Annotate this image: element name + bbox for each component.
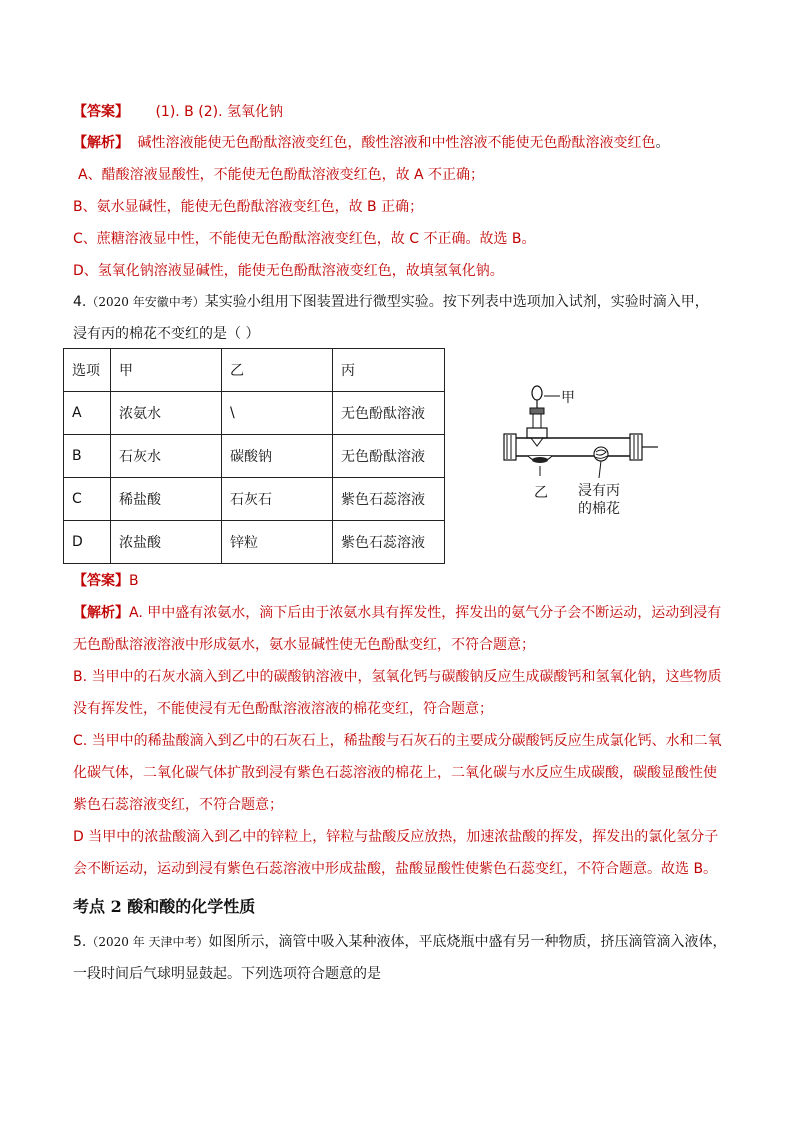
table-header-cell: 甲	[111, 349, 222, 392]
table-header-cell: 乙	[222, 349, 333, 392]
analysis-text: A. 甲中盛有浓氨水，滴下后由于浓氨水具有挥发性，挥发出的氨气分子会不断运动，运动到浸有	[129, 605, 722, 621]
table-cell: C	[64, 478, 111, 521]
table-header-cell: 选项	[64, 349, 111, 392]
tube-stopper	[527, 428, 547, 438]
reagent-yi	[532, 457, 548, 463]
analysis-4-line-5: C. 当甲中的稀盐酸滴入到乙中的石灰石上，稀盐酸与石灰石的主要成分碳酸钙反应生成氯化钙、水和二氧	[73, 733, 722, 749]
stopper-funnel	[531, 438, 543, 446]
table-cell: 紫色石蕊溶液	[333, 521, 445, 564]
question-stem: 某实验小组用下图装置进行微型实验。按下列表中选项加入试剂，实验时滴入甲，	[204, 294, 709, 310]
analysis-4-line-8: D 当甲中的浓盐酸滴入到乙中的锌粒上，锌粒与盐酸反应放热，加速浓盐酸的挥发，挥发出的氯化氢分子	[73, 829, 719, 845]
analysis-4-line-4: 没有挥发性，不能使浸有无色酚酞溶液溶液的棉花变红，符合题意；	[73, 701, 493, 717]
apparatus-figure	[500, 384, 670, 517]
answer-text: (1). B (2). 氢氧化钠	[155, 104, 283, 120]
question-number: 5.	[73, 934, 87, 950]
label-cotton-1: 浸有丙	[578, 483, 620, 499]
label-jia: 甲	[561, 390, 575, 406]
table-cell: 石灰石	[222, 478, 333, 521]
analysis-tag: 【解析】	[73, 605, 129, 621]
analysis-4-line-7: 紫色石蕊溶液变红，不符合题意；	[73, 797, 283, 813]
right-end-cap	[630, 434, 642, 460]
answer-tag: 【答案】	[73, 104, 129, 120]
answer-text: B	[129, 573, 139, 589]
analysis-option-a: A、醋酸溶液显酸性，不能使无色酚酞溶液变红色，故 A 不正确；	[78, 167, 485, 183]
table-cell: B	[64, 435, 111, 478]
question-5-line-1	[73, 933, 727, 951]
analysis-4-line-1	[73, 604, 721, 622]
label-cotton-2: 的棉花	[578, 501, 620, 517]
question-source: （2020 年安徽中考）	[86, 295, 205, 309]
analysis-trailing: 。	[655, 135, 670, 151]
table-cell: 碳酸钠	[222, 435, 333, 478]
analysis-4-line-3: B. 当甲中的石灰水滴入到乙中的碳酸钠溶液中，氢氧化钙与碳酸钠反应生成碳酸钙和氢氧化钠，这些物质	[73, 669, 722, 685]
table-cell: 无色酚酞溶液	[333, 392, 445, 435]
table-row	[64, 521, 445, 564]
analysis-4-line-6: 化碳气体，二氧化碳气体扩散到浸有紫色石蕊溶液的棉花上，二氧化碳与水反应生成碳酸，碳酸显酸性使	[73, 765, 717, 781]
table-row	[64, 392, 445, 435]
analysis-option-b: B、氨水显碱性，能使无色酚酞溶液变红色，故 B 正确；	[73, 199, 424, 215]
question-4-line-2: 浸有丙的棉花不变红的是（ ）	[73, 326, 260, 342]
label-leader-cotton	[599, 461, 601, 478]
left-end-cap	[504, 434, 516, 460]
table-cell: 稀盐酸	[111, 478, 222, 521]
table-cell: 浓盐酸	[111, 521, 222, 564]
answer-tag: 【答案】	[73, 573, 129, 589]
table-cell: A	[64, 392, 111, 435]
table-header-row	[64, 349, 445, 392]
question-number: 4.	[73, 294, 87, 310]
dropper-bulb	[532, 386, 542, 400]
answer-line-4	[73, 572, 139, 590]
question-5-line-2: 一段时间后气球明显鼓起。下列选项符合题意的是	[73, 966, 381, 982]
table-cell: \	[222, 392, 333, 435]
analysis-option-d: D、氢氧化钠溶液显碱性，能使无色酚酞溶液变红色，故填氢氧化钠。	[73, 263, 504, 279]
table-cell: D	[64, 521, 111, 564]
answer-line-1	[73, 103, 283, 121]
label-yi: 乙	[534, 485, 548, 501]
table-cell: 浓氨水	[111, 392, 222, 435]
dropper-stem	[533, 414, 541, 428]
analysis-text: 碱性溶液能使无色酚酞溶液变红色，酸性溶液和中性溶液不能使无色酚酞溶液变红色	[137, 135, 656, 151]
dropper-collar	[530, 408, 544, 414]
analysis-tag: 【解析】	[73, 135, 129, 151]
table-cell: 紫色石蕊溶液	[333, 478, 445, 521]
question-4-line-1	[73, 293, 709, 311]
table-cell: 无色酚酞溶液	[333, 435, 445, 478]
table-row	[64, 478, 445, 521]
analysis-4-line-2: 无色酚酞溶液溶液中形成氨水，氨水显碱性使无色酚酞变红，不符合题意；	[73, 637, 535, 653]
analysis-line-1	[73, 134, 669, 152]
table-cell: 锌粒	[222, 521, 333, 564]
section-title: 考点 2 酸和酸的化学性质	[73, 897, 256, 916]
table-header-cell: 丙	[333, 349, 445, 392]
question-source: （2020 年 天津中考）	[86, 935, 209, 949]
table-row	[64, 435, 445, 478]
options-table	[63, 348, 445, 564]
analysis-4-line-9: 会不断运动，运动到浸有紫色石蕊溶液中形成盐酸，盐酸显酸性使紫色石蕊变红，不符合题意。故选 B。	[73, 861, 718, 877]
table-cell: 石灰水	[111, 435, 222, 478]
analysis-option-c: C、蔗糖溶液显中性，不能使无色酚酞溶液变红色，故 C 不正确。故选 B。	[73, 231, 536, 247]
question-stem: 如图所示，滴管中吸入某种液体，平底烧瓶中盛有另一种物质，挤压滴管滴入液体，	[208, 934, 727, 950]
